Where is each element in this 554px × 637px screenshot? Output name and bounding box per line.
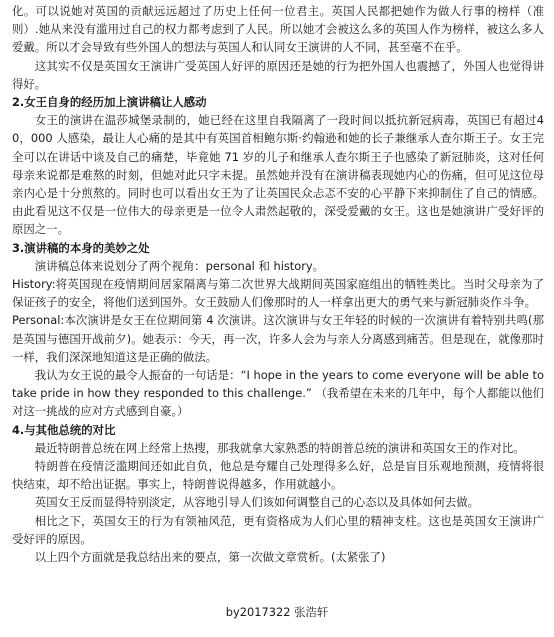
paragraph-6: 特朗普在疫情泛滥期间还如此自负，他总是夸耀自己处理得多么好，总是盲目乐观地预测，疫情将很快结束，却不给出证据。事实上，特朗普说得越多，作用就越小。 xyxy=(12,459,544,492)
paragraph-8: 相比之下，英国女王的行为有领袖风范，更有资格成为人们心里的精神支柱。这也是英国女王演讲广受好评的原因。 xyxy=(12,513,544,546)
paragraph-5: 最近特朗普总统在网上经常上热搜，那我就拿大家熟悉的特朗普总统的演讲和英国女王的作对比。 xyxy=(34,440,525,455)
section-heading-2: 2.女王自身的经历加上演讲稿让人感动 xyxy=(12,95,207,110)
section-heading-4: 4.与其他总统的对比 xyxy=(12,422,116,437)
author-byline: by2017322 张浩轩 xyxy=(225,605,329,619)
paragraph-history: History:将英国现在疫情期间居家隔离与第二次世界大战期间英国家庭组出的牺牲类比。当时父母亲为了保证孩子的安全，将他们送到国外。女王鼓励人们像那时的人一样拿出更大的勇气来与新冠肺炎作斗争。 xyxy=(12,277,544,310)
paragraph-7: 英国女王反而显得特别淡定，从容地引导人们该如何调整自己的心态以及具体如何去做。 xyxy=(34,495,480,510)
paragraph-4: 演讲稿总体来说划分了两个视角：personal 和 history。 xyxy=(34,258,325,273)
paragraph-3: 女王的演讲在温莎城堡录制的，她已经在这里自我隔离了一段时间以抵抗新冠病毒，英国已有超过40，000 人感染，最让人心痛的是其中有英国首相鲍尔斯·约翰逊和她的长子兼继承人查尔斯王子。女王完全可以在讲话中谈及自己的痛楚，毕竟她 71 岁的儿子和继承人查尔斯王子也感染了新冠肺炎，这对任何母亲来说都是难熬的时刻，但她对此只字未提。虽然她并没有在演讲稿表现她内心的伤痛，但可见这位母亲内心是十分煎熬的。同时也可以看出女王为了让英国民众忐忑不安的心平静下来抑制住了自己的情感。由此看见这不仅是一位伟大的母亲更是一位令人肃然起敬的，深受爱戴的女王。这也是她演讲广受好评的原因之一。 xyxy=(12,113,544,237)
paragraph-1: 化。可以说她对英国的贡献远远超过了历史上任何一位君主。英国人民都把她作为做人行事的榜样（准则）.她从来没有滥用过自己的权力都考虑到了人民。所以她才会被这么多的英国人作为榜样，被这么多人爱戴。所以才会导致有些外国人的想法与英国人和认同女王演讲的人不同，甚至毫不在乎。 xyxy=(12,4,544,55)
paragraph-2: 这其实不仅是英国女王演讲广受英国人好评的原因还是她的行为把外国人也震撼了，外国人也觉得讲得好。 xyxy=(12,58,544,91)
section-heading-3: 3.演讲稿的本身的美妙之处 xyxy=(12,240,150,255)
article-body xyxy=(12,2,544,566)
paragraph-personal: Personal:本次演讲是女王在位期间第 4 次演讲。这次演讲与女王年轻的时候的一次演讲有着特别共鸣(那是英国与德国开战前夕)。她表示：今天，再一次，许多人会为与亲人分离感到痛苦。但是现在，就像那时一样，我们深深地知道这是正确的做法。 xyxy=(12,313,544,364)
paragraph-quote: 我认为女王说的最令人振奋的一句话是：“I hope in the years to come everyone will be able to take pride in how they responded to this challenge.” （我希望在未来的几年中，每个人都能以他们对这一挑战的应对方式感到自豪。） xyxy=(12,368,544,419)
paragraph-conclusion: 以上四个方面就是我总结出来的要点，第一次做文章赏析。(太紧张了) xyxy=(34,550,386,565)
